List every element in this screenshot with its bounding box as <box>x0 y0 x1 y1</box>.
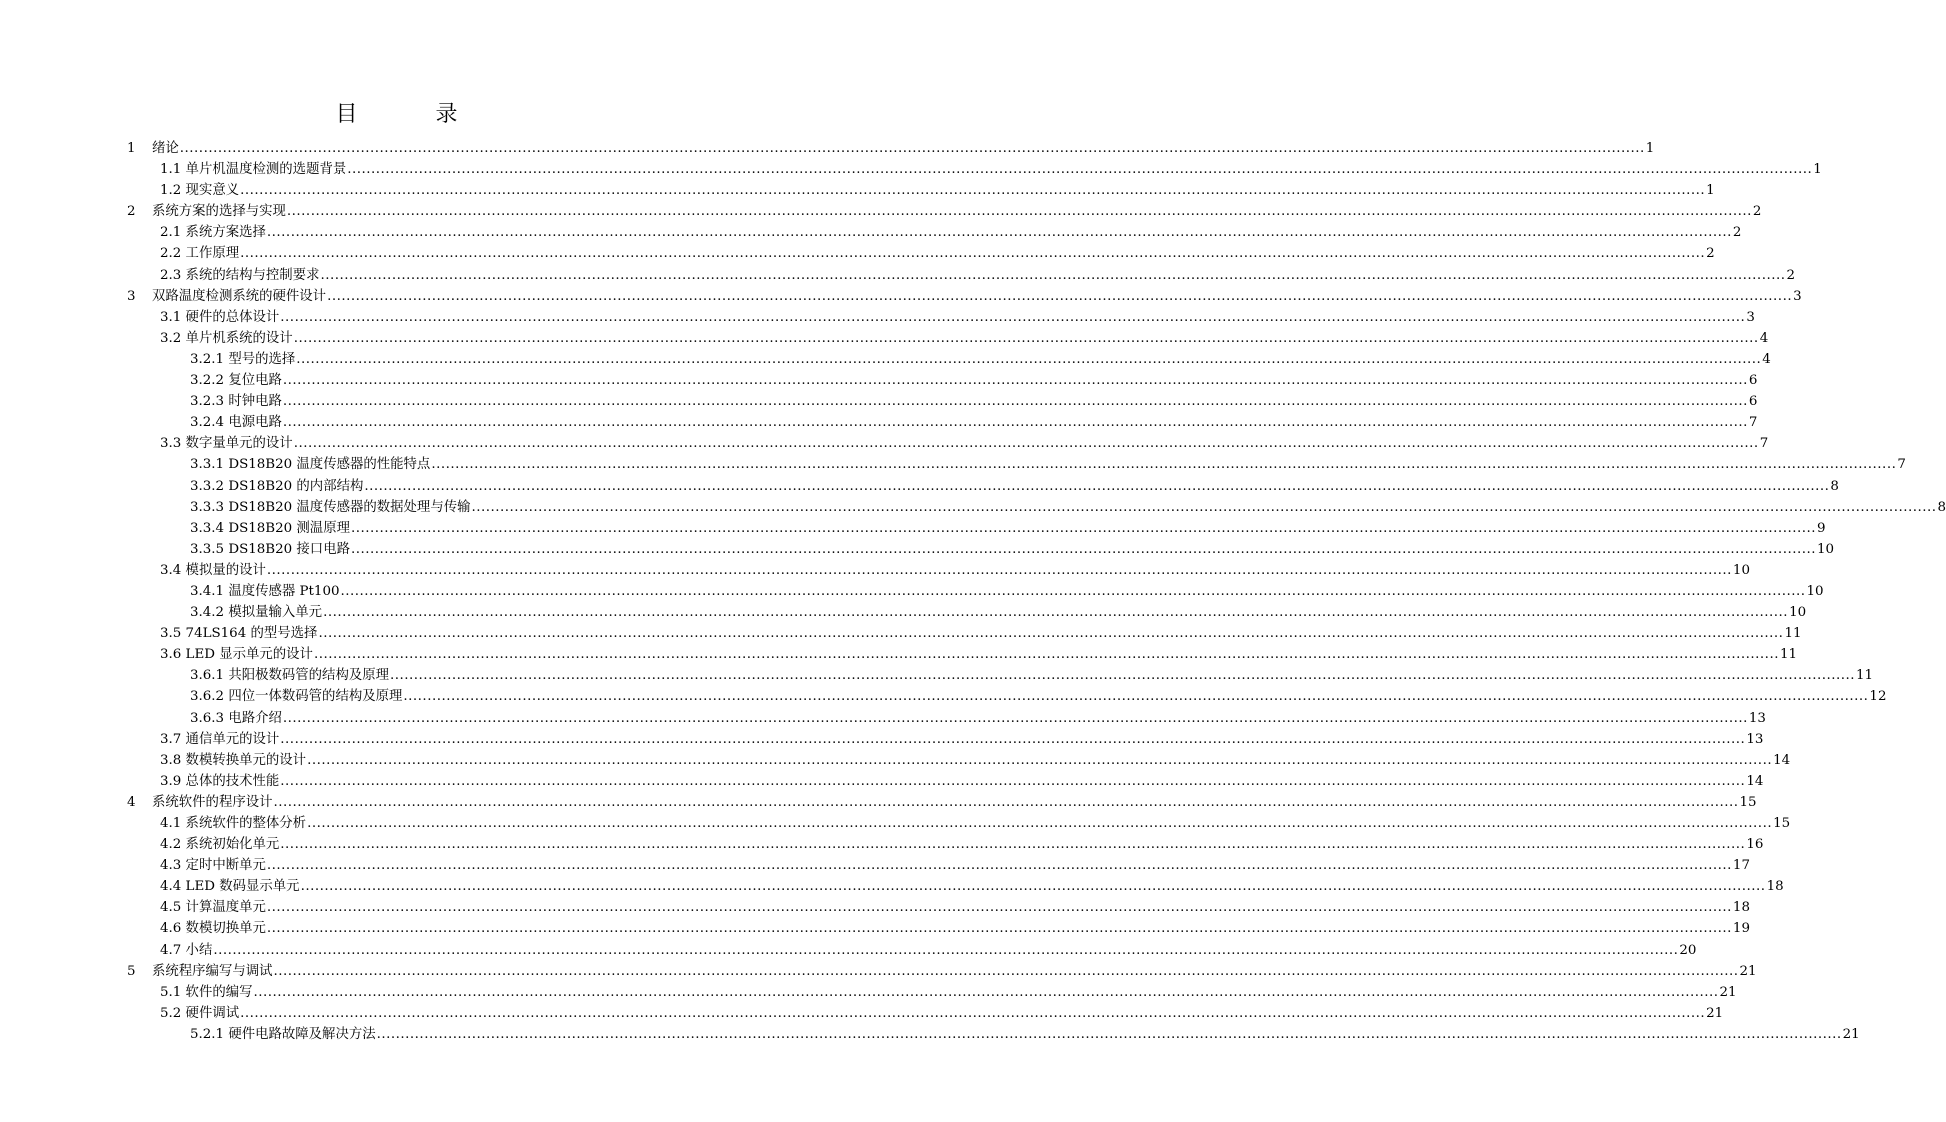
toc-entry[interactable] <box>0 370 1758 391</box>
toc-entry[interactable] <box>0 391 1758 412</box>
toc-page-number: 21 <box>1719 984 1737 1000</box>
toc-page-number: 11 <box>1856 668 1874 684</box>
toc-page-number: 7 <box>1897 457 1906 473</box>
dot-leader: .................................................................................................................................................................................................................................................................................................................... <box>403 689 1869 705</box>
dot-leader: .................................................................................................................................................................................................................................................................................................................... <box>282 373 1748 389</box>
toc-page-number: 15 <box>1739 794 1757 810</box>
toc-page-number: 20 <box>1679 942 1697 958</box>
dot-leader: .................................................................................................................................................................................................................................................................................................................... <box>327 288 1793 304</box>
toc-entry-title: 5.2.1 硬件电路故障及解决方法 <box>190 1026 376 1042</box>
dot-leader: .................................................................................................................................................................................................................................................................................................................... <box>293 436 1759 452</box>
dot-leader: .................................................................................................................................................................................................................................................................................................................... <box>179 141 1645 156</box>
toc-page-number: 11 <box>1779 647 1798 663</box>
toc-entry[interactable] <box>0 623 1802 644</box>
dot-leader: .................................................................................................................................................................................................................................................................................................................... <box>266 562 1732 578</box>
toc-entry-title: 3.6.2 四位一体数码管的结构及原理 <box>190 689 403 705</box>
toc-entry-title: 3.4 模拟量的设计 <box>160 562 266 578</box>
toc-page-number: 3 <box>1746 309 1755 325</box>
dot-leader: .................................................................................................................................................................................................................................................................................................................... <box>313 647 1779 663</box>
toc-page-number: 18 <box>1766 879 1784 895</box>
dot-leader: .................................................................................................................................................................................................................................................................................................................... <box>350 541 1816 557</box>
dot-leader: .................................................................................................................................................................................................................................................................................................................... <box>280 731 1746 747</box>
dot-leader: .................................................................................................................................................................................................................................................................................................................... <box>240 1005 1706 1021</box>
toc-entry-title: 3.3 数字量单元的设计 <box>160 436 293 452</box>
chapter-number: 1 <box>127 141 136 156</box>
toc-entry[interactable] <box>0 834 1764 855</box>
toc-page-number: 1 <box>1813 162 1822 178</box>
toc-page-number: 17 <box>1732 858 1750 874</box>
dot-leader: .................................................................................................................................................................................................................................................................................................................... <box>286 204 1752 220</box>
dot-leader: .................................................................................................................................................................................................................................................................................................................... <box>300 879 1766 895</box>
chapter-number: 2 <box>127 204 136 220</box>
toc-entry[interactable] <box>0 792 1757 813</box>
toc-entry[interactable] <box>0 581 1824 602</box>
toc-entry-title: 3.6.3 电路介绍 <box>190 710 282 726</box>
toc-entry[interactable] <box>0 982 1737 1003</box>
dot-leader: .................................................................................................................................................................................................................................................................................................................... <box>273 963 1739 979</box>
toc-page-number: 10 <box>1806 583 1824 599</box>
toc-page-number: 10 <box>1732 562 1750 578</box>
toc-entry-title: 1.1 单片机温度检测的选题背景 <box>160 162 347 178</box>
toc-page-number: 6 <box>1748 394 1758 410</box>
toc-entry[interactable] <box>0 729 1764 750</box>
toc-entry-title: 4.4 LED 数码显示单元 <box>160 879 300 895</box>
dot-leader: .................................................................................................................................................................................................................................................................................................................... <box>340 583 1806 599</box>
toc-page-number: 14 <box>1746 773 1764 789</box>
toc-page-number: 3 <box>1793 288 1802 304</box>
toc-entry-title: 1.2 现实意义 <box>160 183 240 199</box>
toc-entry[interactable] <box>0 328 1769 349</box>
dot-leader: .................................................................................................................................................................................................................................................................................................................... <box>376 1026 1842 1042</box>
toc-entry[interactable] <box>0 750 1791 771</box>
chapter-number: 4 <box>127 794 136 810</box>
toc-entry-title: 2.2 工作原理 <box>160 246 240 262</box>
toc-page-number: 2 <box>1786 267 1796 283</box>
toc-entry-title: 3.3.2 DS18B20 的内部结构 <box>190 478 364 494</box>
dot-leader: .................................................................................................................................................................................................................................................................................................................... <box>390 668 1856 684</box>
toc-entry[interactable] <box>0 476 1839 497</box>
toc-entry[interactable] <box>0 286 1802 307</box>
toc-entry[interactable] <box>0 138 1655 159</box>
toc-entry-title: 4.1 系统软件的整体分析 <box>160 816 307 831</box>
toc-entry-title: 3.2.4 电源电路 <box>190 415 282 431</box>
dot-leader: .................................................................................................................................................................................................................................................................................................................... <box>266 900 1732 916</box>
toc-entry[interactable] <box>0 1024 1860 1045</box>
toc-entry-title: 系统程序编写与调试 <box>152 963 273 979</box>
toc-entry[interactable] <box>0 918 1750 939</box>
toc-page-number: 8 <box>1830 478 1839 494</box>
toc-entry-title: 系统方案的选择与实现 <box>152 204 286 220</box>
dot-leader: .................................................................................................................................................................................................................................................................................................................... <box>350 520 1816 536</box>
toc-page-number: 1 <box>1645 141 1655 156</box>
dot-leader: .................................................................................................................................................................................................................................................................................................................... <box>293 330 1759 346</box>
toc-page-number: 12 <box>1869 689 1887 705</box>
toc-entry-title: 5.2 硬件调试 <box>160 1005 240 1021</box>
toc-page-number: 11 <box>1784 626 1802 642</box>
dot-leader: .................................................................................................................................................................................................................................................................................................................... <box>323 605 1789 621</box>
toc-page-number: 15 <box>1773 816 1791 831</box>
toc-entry[interactable] <box>0 665 1874 686</box>
toc-entry[interactable] <box>0 222 1742 243</box>
toc-entry[interactable] <box>0 454 1906 475</box>
toc-page-number: 8 <box>1937 499 1946 515</box>
toc-entry-title: 4.7 小结 <box>160 942 213 958</box>
table-of-contents <box>0 138 1946 1045</box>
toc-entry-title: 3.3.3 DS18B20 温度传感器的数据处理与传输 <box>190 499 471 515</box>
toc-entry[interactable] <box>0 539 1835 560</box>
toc-entry[interactable] <box>0 497 1946 518</box>
toc-entry-title: 4.2 系统初始化单元 <box>160 837 280 853</box>
toc-page-number: 10 <box>1789 605 1807 621</box>
toc-page-number: 21 <box>1739 963 1757 979</box>
chapter-number: 5 <box>127 963 136 979</box>
toc-entry-title: 3.2.1 型号的选择 <box>190 351 296 367</box>
toc-entry-title: 3.3.5 DS18B20 接口电路 <box>190 541 350 557</box>
toc-page-number: 21 <box>1706 1005 1724 1021</box>
toc-page-number: 18 <box>1732 900 1750 916</box>
toc-entry-title: 5.1 软件的编写 <box>160 984 253 1000</box>
toc-entry[interactable] <box>0 897 1750 918</box>
toc-entry-title: 3.4.1 温度传感器 Pt100 <box>190 583 340 599</box>
dot-leader: .................................................................................................................................................................................................................................................................................................................... <box>318 626 1784 642</box>
toc-entry[interactable] <box>0 243 1715 264</box>
toc-page-number: 13 <box>1748 710 1766 726</box>
toc-entry[interactable] <box>0 159 1822 180</box>
dot-leader: .................................................................................................................................................................................................................................................................................................................... <box>280 309 1746 325</box>
toc-entry-title: 3.4.2 模拟量输入单元 <box>190 605 323 621</box>
dot-leader: .................................................................................................................................................................................................................................................................................................................... <box>307 752 1773 768</box>
toc-entry-title: 4.3 定时中断单元 <box>160 858 266 874</box>
dot-leader: .................................................................................................................................................................................................................................................................................................................... <box>364 478 1830 494</box>
toc-entry-title: 3.3.4 DS18B20 测温原理 <box>190 520 350 536</box>
toc-entry-title: 3.7 通信单元的设计 <box>160 731 280 747</box>
toc-entry-title: 3.8 数模转换单元的设计 <box>160 752 307 768</box>
dot-leader: .................................................................................................................................................................................................................................................................................................................... <box>240 183 1706 199</box>
toc-entry-title: 3.5 74LS164 的型号选择 <box>160 626 318 642</box>
page-title: 目 录 <box>335 102 486 127</box>
toc-entry[interactable] <box>0 1003 1724 1024</box>
dot-leader: .................................................................................................................................................................................................................................................................................................................... <box>280 773 1746 789</box>
dot-leader: .................................................................................................................................................................................................................................................................................................................... <box>266 225 1732 241</box>
toc-page-number: 6 <box>1748 373 1758 389</box>
dot-leader: .................................................................................................................................................................................................................................................................................................................... <box>213 942 1679 958</box>
toc-page-number: 7 <box>1748 415 1758 431</box>
dot-leader: .................................................................................................................................................................................................................................................................................................................... <box>296 351 1762 367</box>
toc-entry[interactable] <box>0 771 1764 792</box>
toc-entry[interactable] <box>0 201 1762 222</box>
toc-entry-title: 4.5 计算温度单元 <box>160 900 266 916</box>
toc-page-number: 2 <box>1752 204 1762 220</box>
toc-entry[interactable] <box>0 813 1791 834</box>
toc-page-number: 21 <box>1842 1026 1860 1042</box>
toc-entry[interactable] <box>0 560 1750 581</box>
toc-page-number: 2 <box>1706 246 1715 262</box>
toc-page-number: 9 <box>1817 520 1826 536</box>
toc-entry[interactable] <box>0 855 1750 876</box>
toc-entry-title: 4.6 数模切换单元 <box>160 921 266 937</box>
dot-leader: .................................................................................................................................................................................................................................................................................................................... <box>253 984 1719 1000</box>
toc-entry[interactable] <box>0 961 1757 982</box>
toc-entry-title: 系统软件的程序设计 <box>152 794 273 810</box>
dot-leader: .................................................................................................................................................................................................................................................................................................................... <box>347 162 1813 178</box>
toc-entry[interactable] <box>0 349 1771 370</box>
toc-entry[interactable] <box>0 708 1766 729</box>
toc-page-number: 4 <box>1759 330 1769 346</box>
dot-leader: .................................................................................................................................................................................................................................................................................................................... <box>280 837 1746 853</box>
toc-entry[interactable] <box>0 265 1796 286</box>
toc-entry[interactable] <box>0 518 1826 539</box>
toc-entry-title: 3.2.2 复位电路 <box>190 373 282 389</box>
toc-entry-title: 3.6 LED 显示单元的设计 <box>160 647 313 663</box>
toc-entry-title: 3.1 硬件的总体设计 <box>160 309 280 325</box>
toc-entry-title: 3.2 单片机系统的设计 <box>160 330 293 346</box>
toc-page-number: 16 <box>1746 837 1764 853</box>
toc-entry[interactable] <box>0 412 1758 433</box>
toc-entry[interactable] <box>0 940 1697 961</box>
toc-entry[interactable] <box>0 686 1887 707</box>
toc-entry[interactable] <box>0 433 1769 454</box>
toc-page-number: 19 <box>1732 921 1750 937</box>
toc-entry-title: 2.3 系统的结构与控制要求 <box>160 267 320 283</box>
toc-entry-title: 2.1 系统方案选择 <box>160 225 266 241</box>
toc-entry-title: 绪论 <box>152 141 179 156</box>
toc-entry-title: 3.3.1 DS18B20 温度传感器的性能特点 <box>190 457 431 473</box>
toc-entry[interactable] <box>0 644 1798 665</box>
dot-leader: .................................................................................................................................................................................................................................................................................................................... <box>320 267 1786 283</box>
toc-page-number: 10 <box>1817 541 1835 557</box>
toc-page-number: 14 <box>1773 752 1791 768</box>
toc-entry-title: 3.2.3 时钟电路 <box>190 394 282 410</box>
toc-entry[interactable] <box>0 876 1784 897</box>
toc-entry[interactable] <box>0 602 1807 623</box>
toc-page-number: 4 <box>1762 351 1771 367</box>
toc-entry-title: 双路温度检测系统的硬件设计 <box>152 288 327 304</box>
dot-leader: .................................................................................................................................................................................................................................................................................................................... <box>273 794 1739 810</box>
dot-leader: .................................................................................................................................................................................................................................................................................................................... <box>307 816 1773 831</box>
toc-page-number: 2 <box>1732 225 1742 241</box>
dot-leader: .................................................................................................................................................................................................................................................................................................................... <box>471 499 1937 515</box>
toc-entry-title: 3.9 总体的技术性能 <box>160 773 280 789</box>
toc-entry[interactable] <box>0 307 1755 328</box>
toc-page-number: 7 <box>1759 436 1769 452</box>
chapter-number: 3 <box>127 288 136 304</box>
dot-leader: .................................................................................................................................................................................................................................................................................................................... <box>266 858 1732 874</box>
toc-entry[interactable] <box>0 180 1715 201</box>
dot-leader: .................................................................................................................................................................................................................................................................................................................... <box>282 710 1748 726</box>
dot-leader: .................................................................................................................................................................................................................................................................................................................... <box>282 415 1748 431</box>
toc-page-number: 1 <box>1706 183 1715 199</box>
dot-leader: .................................................................................................................................................................................................................................................................................................................... <box>240 246 1706 262</box>
dot-leader: .................................................................................................................................................................................................................................................................................................................... <box>282 394 1748 410</box>
toc-entry-title: 3.6.1 共阳极数码管的结构及原理 <box>190 668 390 684</box>
dot-leader: .................................................................................................................................................................................................................................................................................................................... <box>431 457 1897 473</box>
dot-leader: .................................................................................................................................................................................................................................................................................................................... <box>266 921 1732 937</box>
toc-page-number: 13 <box>1746 731 1764 747</box>
